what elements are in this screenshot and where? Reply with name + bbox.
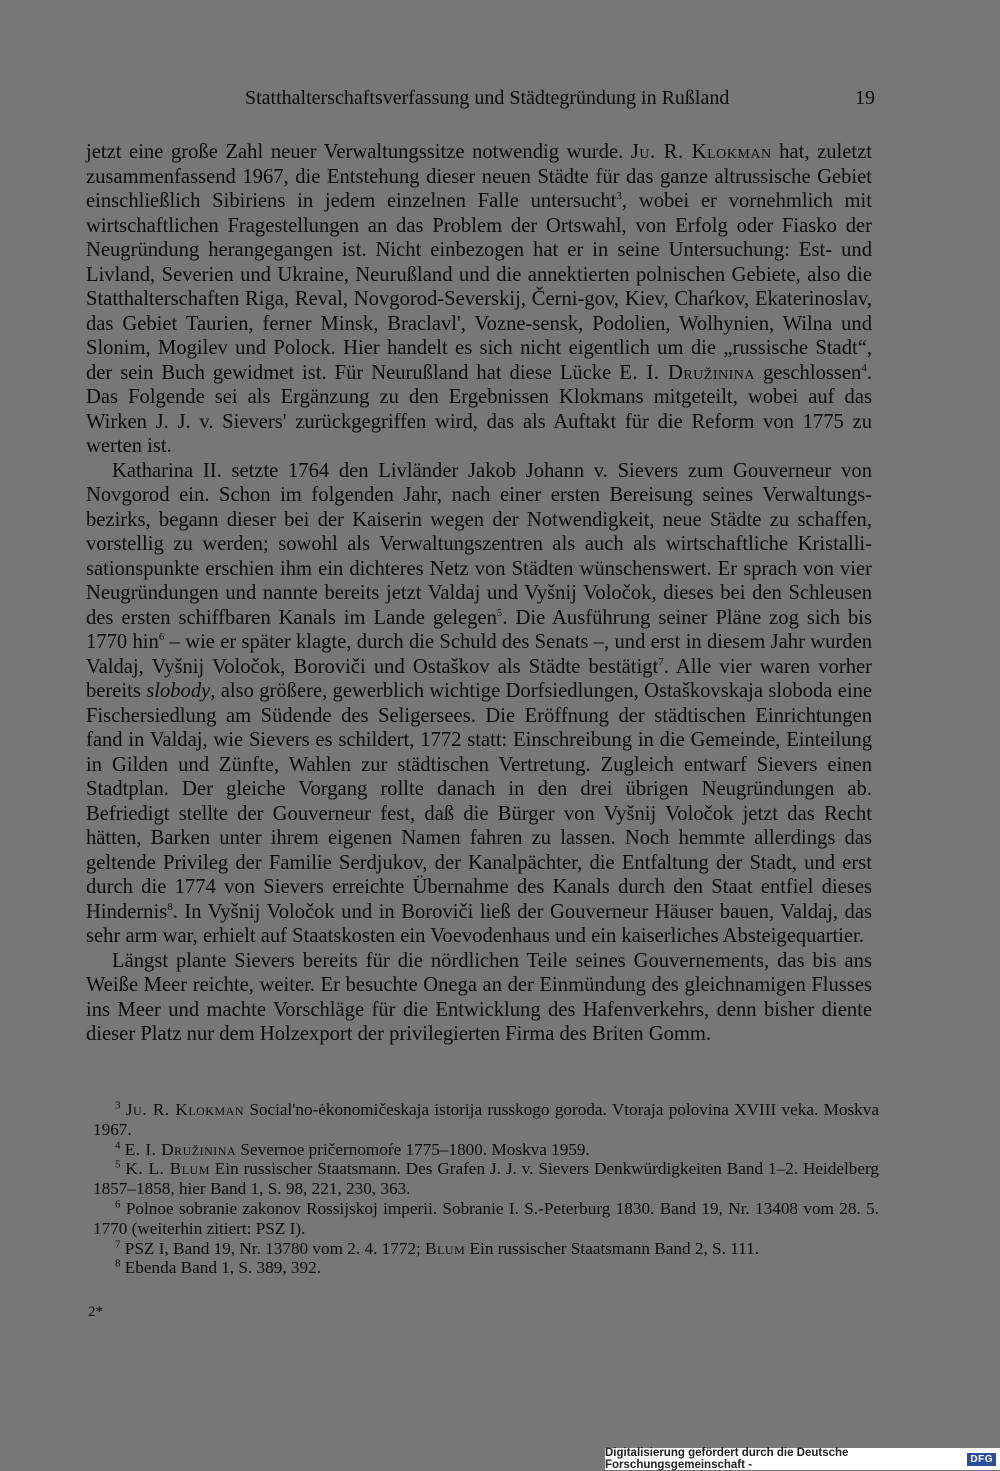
text-run: jetzt eine große Zahl neuer Verwaltungssitze notwendig wurde.	[86, 141, 631, 163]
text-run: geschlossen	[754, 361, 862, 384]
footnote-6	[93, 1199, 879, 1239]
footnote-number: 7	[115, 1237, 121, 1250]
author-name: K. L. Blum	[125, 1159, 210, 1179]
paragraph-2	[86, 459, 872, 949]
footnote-ref-5[interactable]: 5	[496, 606, 503, 619]
footer-text: Digitalisierung gefördert durch die Deutsche Forschungsgemeinschaft -	[605, 1447, 849, 1471]
footnote-text: Severnoe pričernomoŕe 1775–1800. Moskva 1959.	[236, 1139, 590, 1159]
signature-mark: 2*	[88, 1304, 103, 1320]
italic-term: slobody	[146, 680, 211, 702]
text-run: . In Vyšnij Voločok und in Boroviči ließ der Gouverneur Häuser bauen, Valdaj, das sehr arm war, erhielt auf Staatskosten ein Voevodenhaus und ein kaiserliches Absteigequartier.	[86, 900, 872, 947]
text-run: – wie er später klagte, durch die Schuld des Senats –, und erst in diesem Jahr wurden Valdaj, Vyšnij Voločok, Boroviči und Ostaškov als Städte bestätigt	[86, 631, 873, 678]
footnote-ref-3[interactable]: 3	[616, 190, 622, 203]
footnote-number: 3	[115, 1099, 121, 1112]
footnote-text: Ebenda Band 1, S. 389, 392.	[124, 1258, 322, 1278]
running-header	[245, 84, 875, 112]
footnote-text: Ein russischer Staatsmann Band 2, S. 111.	[465, 1238, 759, 1258]
footnote-ref-4[interactable]: 4	[861, 361, 867, 374]
digitization-footer	[605, 1448, 1000, 1470]
author-name: Ju. R. Klokman	[125, 1100, 244, 1119]
author-name: Blum	[425, 1238, 466, 1258]
author-name: Ju. R. Klokman	[630, 141, 772, 163]
text-run: Katharina II. setzte 1764 den Livländer Jakob Johann v. Sievers zum Gouverneur von Novgorod ein. Schon im folgenden Jahr, nach einer ersten Bereisung seines Verwaltungs-bezirks, begann dieser bei der Kaiserin wegen der Notwendigkeit, neue Städte zu schaffen, vorstellig zu werden; sowohl als Verwaltungszentren als auch als wirtschaftliche Kristalli-sationspunkte erschien ihm ein dichteres Netz von Städten wünschenswert. Er sprach von vier Neugründungen und nannte bereits jetzt Valdaj und Vyšnij Voločok, dieses bei den Schleusen des ersten schiffbaren Kanals im Lande gelegen	[86, 459, 872, 629]
main-text	[86, 140, 872, 1047]
footnote-ref-8[interactable]: 8	[167, 900, 173, 913]
paragraph-1	[86, 140, 872, 459]
footnotes	[93, 1100, 879, 1278]
footnote-text: Ein russischer Staatsmann. Des Grafen J. J. v. Sievers Denkwürdigkeiten Band 1–2. Heidelberg 1857–1858, hier Band 1, S. 98, 221, 230, 363.	[93, 1159, 879, 1199]
footnote-number: 8	[115, 1257, 121, 1270]
paragraph-3: Längst plante Sievers bereits für die nördlichen Teile seines Gouvernements, das bis ans Weiße Meer reichte, weiter. Er besuchte Onega an der Einmündung des gleichnamigen Flusses ins Meer und machte Vorschläge für die Entwicklung des Hafenverkehrs, denn bisher diente dieser Platz nur dem Holzexport der privilegierten Firma des Briten Gomm.	[86, 949, 872, 1045]
footnote-number: 5	[115, 1158, 121, 1171]
text-run: . Das Folgende sei als Ergänzung zu den Ergebnissen Klokmans mitgeteilt, wobei auf das Wirken J. J. v. Sievers' zurückgegriffen wird, das als Auftakt für die Reform von 1775 zu werten ist.	[86, 361, 872, 457]
dfg-logo[interactable]: DFG	[967, 1453, 996, 1466]
text-run: , also größere, gewerblich wichtige Dorfsiedlungen, Ostaškovskaja sloboda eine Fischersiedlung am Südende des Seligersees. Die Eröffnung der städtischen Einrichtungen fand in Valdaj, wie Sievers es schildert, 1772 statt: Einschreibung in die Gemeinde, Einteilung in Gilden und Zünfte, Wahlen zur städtischen Vertretung. Zugleich entwarf Sievers einen Stadtplan. Der gleiche Vorgang rollte danach in den drei übrigen Neugründungen ab. Befriedigt stellte der Gouverneur fest, daß die Bürger von Vyšnij Voločok jetzt das Recht hätten, Barken unter ihrem eigenen Namen fahren zu lassen. Noch hemmte allerdings das geltende Privileg der Familie Serdjukov, der Kanalpächter, die Entfaltung der Stadt, und erst durch die 1774 von Sievers erreichte Übernahme des Kanals durch den Staat entfiel dieses Hindernis	[86, 680, 873, 923]
footnote-5	[93, 1159, 879, 1199]
text-run: hat, zuletzt zusammenfassend 1967, die Entstehung dieser neuen Städte für das ganze altrussische Gebiet einschließlich Sibiriens in jedem einzelnen Falle untersucht	[86, 141, 872, 212]
footnote-3	[93, 1100, 879, 1140]
footnote-8	[93, 1258, 879, 1278]
footnote-number: 4	[115, 1138, 121, 1151]
text-run: , wobei er vornehmlich mit wirtschaftlichen Fragestellungen an das Problem der Ortswahl, von Erfolg oder Fiasko der Neugründung herangegangen ist. Nicht einbezogen hat er in seine Untersuchung: Est- und Livland, Severien und Ukraine, Neurußland und die annektierten polnischen Gebiete, also die Statthalterschaften Riga, Reval, Novgorod-Severskij, Černi-gov, Kiev, Chaŕkov, Ekaterinoslav, das Gebiet Taurien, ferner Minsk, Braclavl', Vozne-sensk, Podolien, Wolhynien, Wilna und Slonim, Mogilev und Polock. Hier handelt es sich nicht eigentlich um die „russische Stadt“, der sein Buch gewidmet ist. Für Neurußland hat diese Lücke	[86, 190, 872, 384]
page-number: 19	[855, 87, 875, 109]
footnote-text: PSZ I, Band 19, Nr. 13780 vom 2. 4. 1772;	[124, 1238, 426, 1258]
footnote-text: Polnoe sobranie zakonov Rossijskoj imperii. Sobranie I. S.-Peterburg 1830. Band 19, Nr. 13408 vom 28. 5. 1770 (weiterhin zitiert: PSZ I).	[93, 1198, 880, 1238]
footnote-4	[93, 1140, 879, 1160]
text-run: . Die Ausführung seiner Pläne zog sich bis 1770 hin	[86, 606, 872, 653]
footnote-ref-6[interactable]: 6	[158, 631, 165, 644]
footnote-7	[93, 1239, 879, 1259]
footnote-ref-7[interactable]: 7	[658, 655, 664, 668]
text-run: . Alle vier waren vorher bereits	[86, 655, 872, 702]
author-name: E. I. Družinina	[124, 1139, 237, 1159]
author-name: E. I. Družinina	[619, 361, 755, 384]
footnote-text: Social'no-ėkonomičeskaja istorija russkogo goroda. Vtoraja polovina XVIII veka. Moskva 1967.	[93, 1100, 879, 1139]
footnote-number: 6	[115, 1198, 121, 1211]
running-title: Statthalterschaftsverfassung und Städtegründung in Rußland	[245, 87, 730, 109]
